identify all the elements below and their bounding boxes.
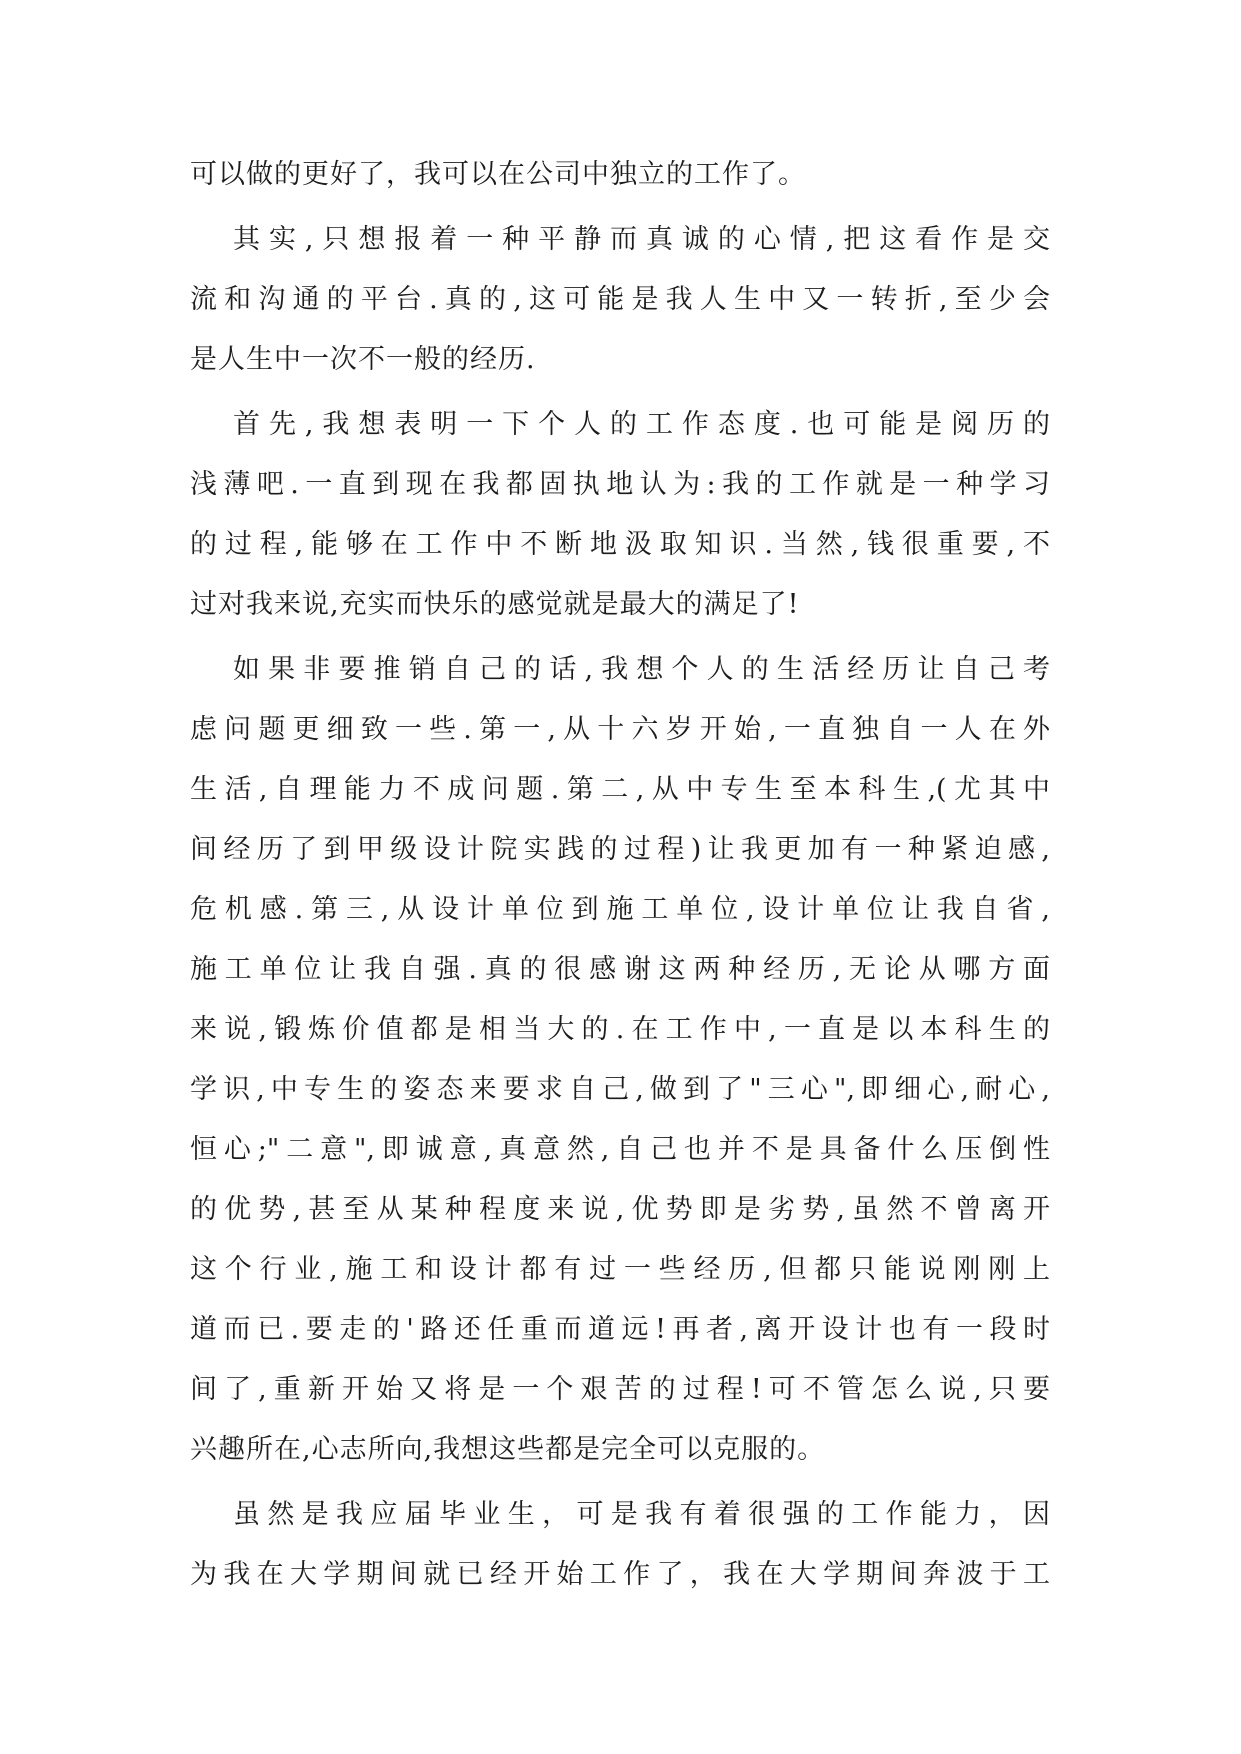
text-line: 生活,自理能力不成问题.第二,从中专生至本科生,(尤其中 bbox=[190, 774, 1050, 805]
text-line: 浅薄吧.一直到现在我都固执地认为:我的工作就是一种学习 bbox=[190, 469, 1050, 500]
text-line: 间经历了到甲级设计院实践的过程)让我更加有一种紧迫感, bbox=[190, 834, 1050, 865]
paragraph bbox=[190, 640, 1050, 1480]
text-line: 如果非要推销自己的话,我想个人的生活经历让自己考 bbox=[233, 654, 1050, 685]
paragraph bbox=[190, 395, 1050, 635]
text-line: 其实,只想报着一种平静而真诚的心情,把这看作是交 bbox=[233, 224, 1050, 255]
text-line: 来说,锻炼价值都是相当大的.在工作中,一直是以本科生的 bbox=[190, 1014, 1050, 1045]
paragraph bbox=[190, 1485, 1050, 1605]
paragraph bbox=[190, 145, 1050, 205]
text-line: 施工单位让我自强.真的很感谢这两种经历,无论从哪方面 bbox=[190, 954, 1050, 985]
text-line: 首先,我想表明一下个人的工作态度.也可能是阅历的 bbox=[233, 409, 1050, 440]
text-line: 道而已.要走的'路还任重而道远!再者,离开设计也有一段时 bbox=[190, 1314, 1050, 1345]
text-line: 虑问题更细致一些.第一,从十六岁开始,一直独自一人在外 bbox=[190, 714, 1050, 745]
document-body bbox=[190, 145, 1050, 1605]
text-line: 为我在大学期间就已经开始工作了，我在大学期间奔波于工 bbox=[190, 1559, 1050, 1590]
text-line: 的优势,甚至从某种程度来说,优势即是劣势,虽然不曾离开 bbox=[190, 1194, 1050, 1225]
text-line: 过对我来说,充实而快乐的感觉就是最大的满足了! bbox=[190, 589, 800, 620]
text-line: 恒心;"二意",即诚意,真意然,自己也并不是具备什么压倒性 bbox=[190, 1134, 1050, 1165]
text-line: 虽然是我应届毕业生，可是我有着很强的工作能力，因 bbox=[233, 1499, 1050, 1530]
text-line: 危机感.第三,从设计单位到施工单位,设计单位让我自省, bbox=[190, 894, 1050, 925]
text-line: 学识,中专生的姿态来要求自己,做到了"三心",即细心,耐心, bbox=[190, 1074, 1050, 1105]
text-line: 间了,重新开始又将是一个艰苦的过程!可不管怎么说,只要 bbox=[190, 1374, 1050, 1405]
text-line: 是人生中一次不一般的经历. bbox=[190, 344, 536, 375]
paragraph bbox=[190, 210, 1050, 390]
text-line: 的过程,能够在工作中不断地汲取知识.当然,钱很重要,不 bbox=[190, 529, 1050, 560]
text-line: 这个行业,施工和设计都有过一些经历,但都只能说刚刚上 bbox=[190, 1254, 1050, 1285]
text-line: 可以做的更好了，我可以在公司中独立的工作了。 bbox=[190, 159, 806, 190]
text-line: 兴趣所在,心志所向,我想这些都是完全可以克服的。 bbox=[190, 1434, 826, 1465]
text-line: 流和沟通的平台.真的,这可能是我人生中又一转折,至少会 bbox=[190, 284, 1050, 315]
